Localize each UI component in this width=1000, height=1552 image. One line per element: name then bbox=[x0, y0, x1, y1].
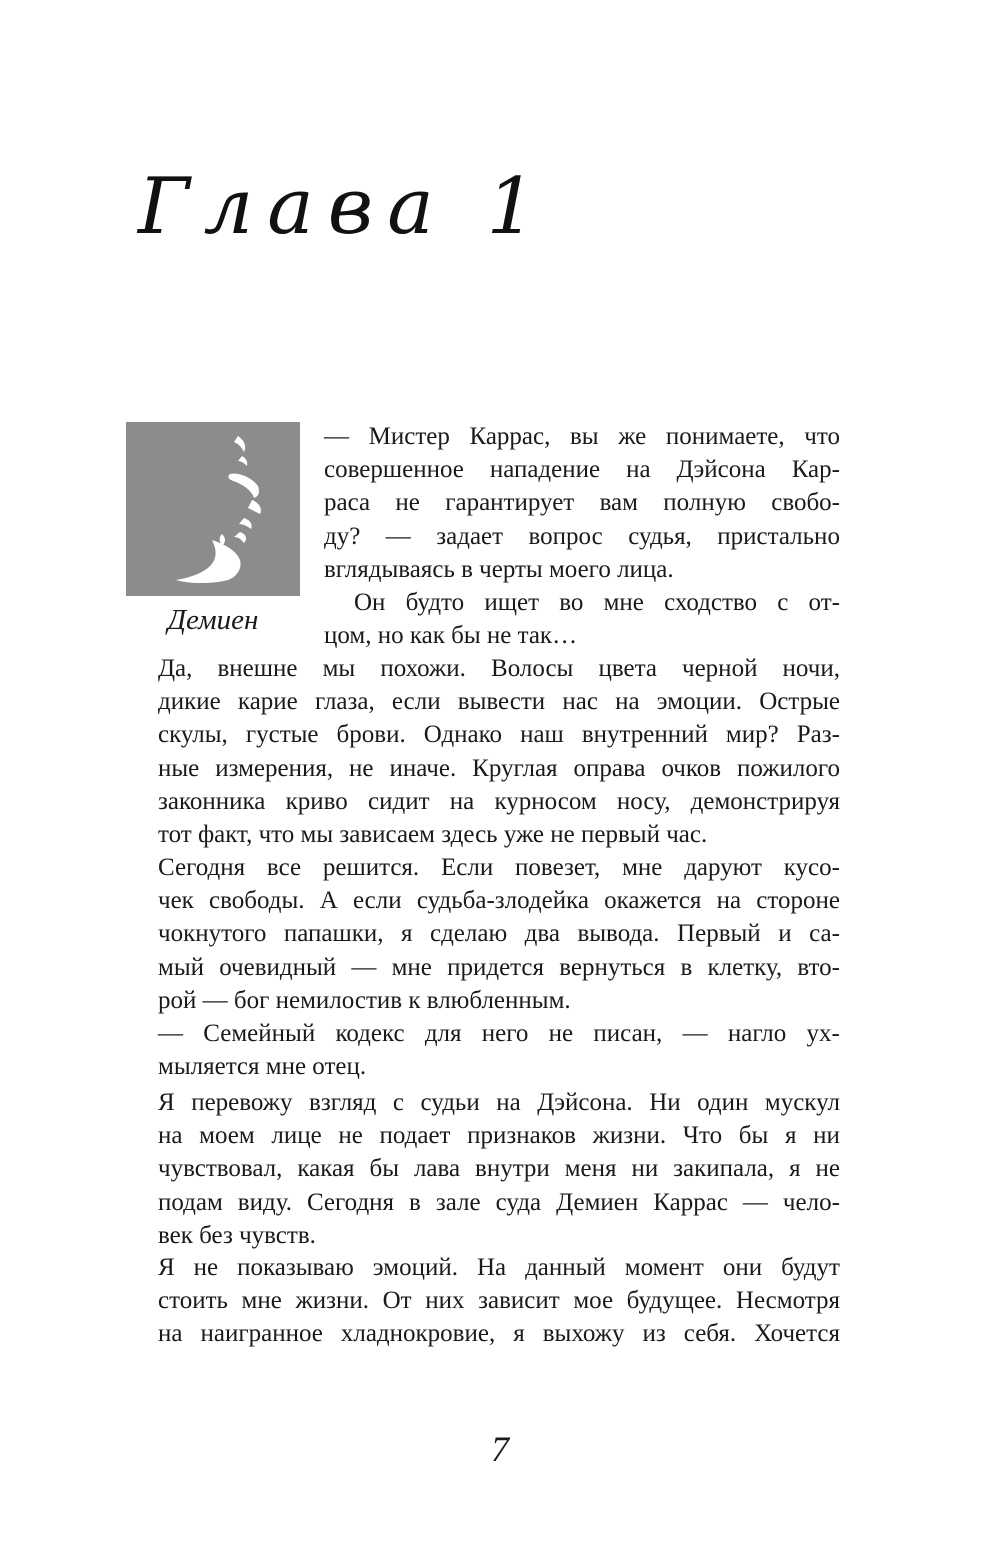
text-line: дикие карие глаза, если вывести нас на эмоции. Острые bbox=[158, 688, 840, 716]
text-line: Я перевожу взгляд с судьи на Дэйсона. Ни один мускул bbox=[158, 1089, 840, 1116]
text-line: ные измерения, не иначе. Круглая оправа очков пожилого bbox=[158, 754, 840, 782]
text-line: ду? — задает вопрос судья, пристально bbox=[324, 522, 840, 550]
text-line: чек свободы. А если судьба-злодейка окажется на стороне bbox=[158, 887, 840, 915]
text-line: совершенное нападение на Дэйсона Кар- bbox=[324, 456, 840, 484]
text-line: Он будто ищет во мне сходство с от- bbox=[354, 589, 840, 616]
paragraph-5 bbox=[158, 1017, 840, 1083]
text-line: вглядываясь в черты моего лица. bbox=[324, 555, 674, 583]
text-line: век без чувств. bbox=[158, 1221, 316, 1249]
chapter-title: Глава 1 bbox=[138, 162, 551, 252]
text-line: законника криво сидит на курносом носу, демонстрируя bbox=[158, 787, 840, 815]
text-line: Да, внешне мы похожи. Волосы цвета черной ночи, bbox=[158, 655, 840, 682]
text-line: стоить мне жизни. От них зависит мое будущее. Несмотря bbox=[158, 1287, 840, 1315]
text-line: рой — бог немилостив к влюбленным. bbox=[158, 986, 571, 1014]
paragraph-4 bbox=[158, 851, 840, 1017]
text-line: на моем лице не подает признаков жизни. Что бы я ни bbox=[158, 1122, 840, 1150]
text-line: чувствовал, какая бы лава внутри меня ни закипала, я не bbox=[158, 1155, 840, 1183]
text-line: цом, но как бы не так… bbox=[324, 622, 578, 650]
narrator-portrait bbox=[126, 422, 300, 596]
text-line: раса не гарантирует вам полную свобо- bbox=[324, 489, 840, 517]
text-line: мыляется мне отец. bbox=[158, 1053, 367, 1081]
text-line: — Мистер Каррас, вы же понимаете, что bbox=[324, 423, 840, 450]
text-line: подам виду. Сегодня в зале суда Демиен Каррас — чело- bbox=[158, 1188, 840, 1216]
page-number: 7 bbox=[491, 1429, 509, 1469]
face-silhouette-icon bbox=[126, 422, 300, 596]
paragraph-6 bbox=[158, 1086, 840, 1252]
text-line: Сегодня все решится. Если повезет, мне даруют кусо- bbox=[158, 854, 840, 881]
text-line: на наигранное хладнокровие, я выхожу из себя. Хочется bbox=[158, 1320, 840, 1348]
paragraph-3 bbox=[158, 652, 840, 851]
text-line: чокнутого папашки, я сделаю два вывода. Первый и са- bbox=[158, 920, 840, 948]
text-line: — Семейный кодекс для него не писан, — нагло ух- bbox=[158, 1020, 840, 1047]
paragraph-2 bbox=[324, 586, 840, 652]
text-line: скулы, густые брови. Однако наш внутренний мир? Раз- bbox=[158, 721, 840, 749]
text-line: мый очевидный — мне придется вернуться в клетку, вто- bbox=[158, 953, 840, 981]
paragraph-7 bbox=[158, 1251, 840, 1351]
narrator-name: Демиен bbox=[167, 604, 259, 636]
text-line: Я не показываю эмоций. На данный момент они будут bbox=[158, 1254, 840, 1281]
text-line: тот факт, что мы зависаем здесь уже не первый час. bbox=[158, 820, 708, 848]
paragraph-1 bbox=[324, 420, 840, 586]
